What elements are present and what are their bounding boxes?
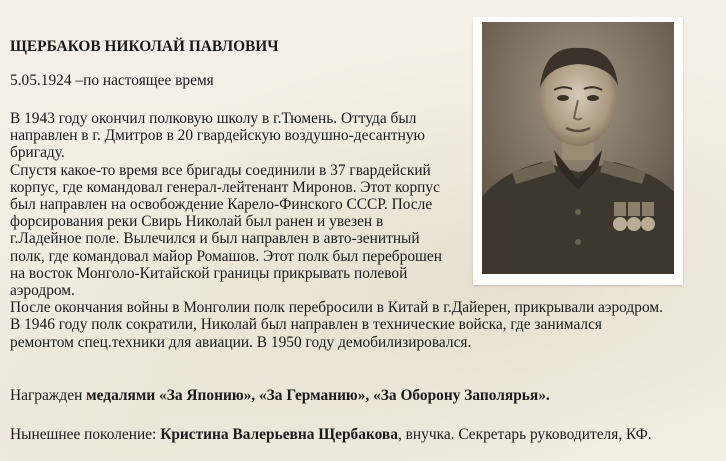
biography-line: г.Ладейное поле. Вылечился и был направлен в авто-зенитный [10, 230, 420, 248]
person-name: ЩЕРБАКОВ НИКОЛАЙ ПАВЛОВИЧ [10, 38, 279, 55]
biography-line: Спустя какое-то время все бригады соединили в 37 гвардейский [10, 161, 431, 179]
portrait-photo [482, 22, 674, 274]
biography-line: был направлен на освобождение Карело-Финского СССР. После [10, 196, 433, 214]
biography-line: В 1943 году окончил полковую школу в г.Тюмень. Оттуда был [10, 110, 417, 127]
biography-line: на восток Монголо-Китайской границы прикрывать полевой [10, 264, 408, 282]
life-dates: 5.05.1924 –по настоящее время [10, 72, 214, 89]
current-generation-line [10, 426, 652, 443]
awards-line [10, 387, 550, 404]
biography-line: корпус, где командовал генерал-лейтенант Миронов. Этот корпус [10, 178, 440, 196]
biography-line: бригаду. [10, 144, 65, 162]
biography-line: направлен в г. Дмитров в 20 гвардейскую воздушно-десантную [10, 127, 426, 145]
biography-line: полк, где командовал майор Ромашов. Этот полк был переброшен [10, 247, 442, 265]
awards-prefix: Награжден [10, 387, 87, 404]
photo-frame [473, 17, 683, 285]
current-prefix: Нынешнее поколение: [10, 426, 161, 443]
biography-line: После окончания войны в Монголии полк перебросили в Китай в г.Дайерен, прикрывали аэродром. [10, 299, 663, 317]
portrait-illustration [482, 22, 674, 274]
biography-line: форсирования реки Свирь Николай был ранен и увезен в [10, 213, 384, 231]
biography-line: аэродром. [10, 282, 75, 300]
biography-line: ремонтом спец.техники для авиации. В 1950 году демобилизировался. [10, 333, 472, 351]
awards-list: медалями «За Японию», «За Германию», «За Оборону Заполярья». [86, 387, 550, 404]
descendant-role: , внучка. Секретарь руководителя, КФ. [397, 426, 652, 443]
descendant-name: Кристина Валерьевна Щербакова [160, 426, 398, 443]
biography-line: В 1946 году полк сократили, Николай был направлен в технические войска, где занимался [10, 316, 602, 334]
